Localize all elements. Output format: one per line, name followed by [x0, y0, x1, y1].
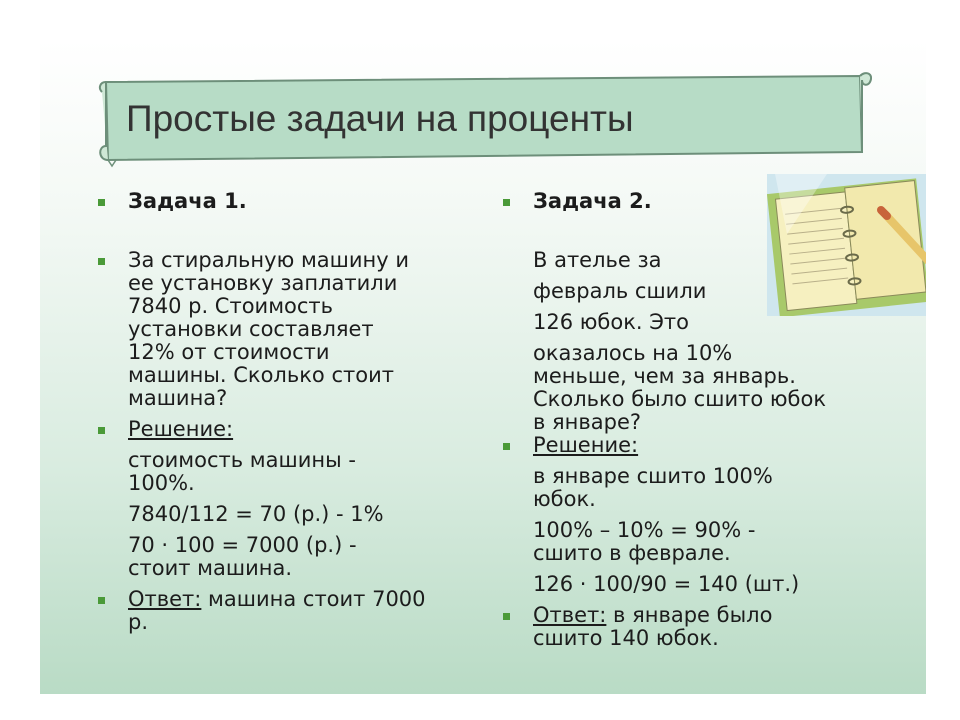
solution-line: юбок. [533, 487, 596, 511]
slide [40, 40, 926, 694]
solution-label: Решение: [128, 417, 234, 441]
solution-line: 126 · 100/90 = 140 (шт.) [533, 572, 800, 596]
answer-text: р. [128, 610, 149, 634]
answer-label: Ответ: [128, 587, 202, 611]
problem-line: За стиральную машину и [128, 248, 409, 272]
task-2-solution [500, 434, 900, 596]
square-bullet-icon [503, 613, 510, 620]
task-1-column [95, 190, 475, 634]
square-bullet-icon [98, 258, 105, 265]
problem-line: В ателье за [533, 248, 662, 272]
solution-line: сшито в феврале. [533, 541, 731, 565]
problem-line: февраль сшили [533, 279, 707, 303]
task-1-answer [95, 588, 475, 634]
solution-line: в январе сшито 100% [533, 464, 773, 488]
page-title: Простые задачи на проценты [126, 98, 634, 139]
square-bullet-icon [98, 427, 105, 434]
problem-line: в январе? [533, 410, 642, 434]
problem-line: оказалось на 10% [533, 341, 733, 365]
solution-line: 100%. [128, 471, 195, 495]
answer-label: Ответ: [533, 603, 607, 627]
task-2-answer [500, 604, 900, 650]
problem-line: 126 юбок. Это [533, 310, 690, 334]
square-bullet-icon [98, 597, 105, 604]
square-bullet-icon [503, 443, 510, 450]
problem-line: установки составляет [128, 317, 374, 341]
problem-line: меньше, чем за январь. [533, 364, 796, 388]
solution-label: Решение: [533, 433, 639, 457]
notebook-with-pen-icon [767, 174, 926, 316]
answer-text: сшито 140 юбок. [533, 626, 719, 650]
problem-line: 7840 р. Стоимость [128, 294, 334, 318]
solution-line: 100% – 10% = 90% - [533, 518, 756, 542]
problem-line: машины. Сколько стоит [128, 363, 394, 387]
solution-line: 70 · 100 = 7000 (р.) - [128, 533, 357, 557]
task-2-heading: Задача 2. [533, 189, 652, 213]
problem-line: Сколько было сшито юбок [533, 387, 827, 411]
problem-line: ее установку заплатили [128, 271, 398, 295]
task-1-heading-item [95, 190, 475, 213]
task-1-problem [95, 249, 475, 410]
task-1-solution [95, 418, 475, 580]
solution-line: 7840/112 = 70 (р.) - 1% [128, 502, 384, 526]
answer-text: машина стоит 7000 [201, 587, 426, 611]
answer-text: в январе было [606, 603, 773, 627]
square-bullet-icon [98, 199, 105, 206]
problem-line: 12% от стоимости [128, 340, 330, 364]
problem-line: машина? [128, 386, 228, 410]
task-1-heading: Задача 1. [128, 189, 247, 213]
solution-line: стоимость машины - [128, 448, 356, 472]
solution-line: стоит машина. [128, 556, 293, 580]
square-bullet-icon [503, 199, 510, 206]
